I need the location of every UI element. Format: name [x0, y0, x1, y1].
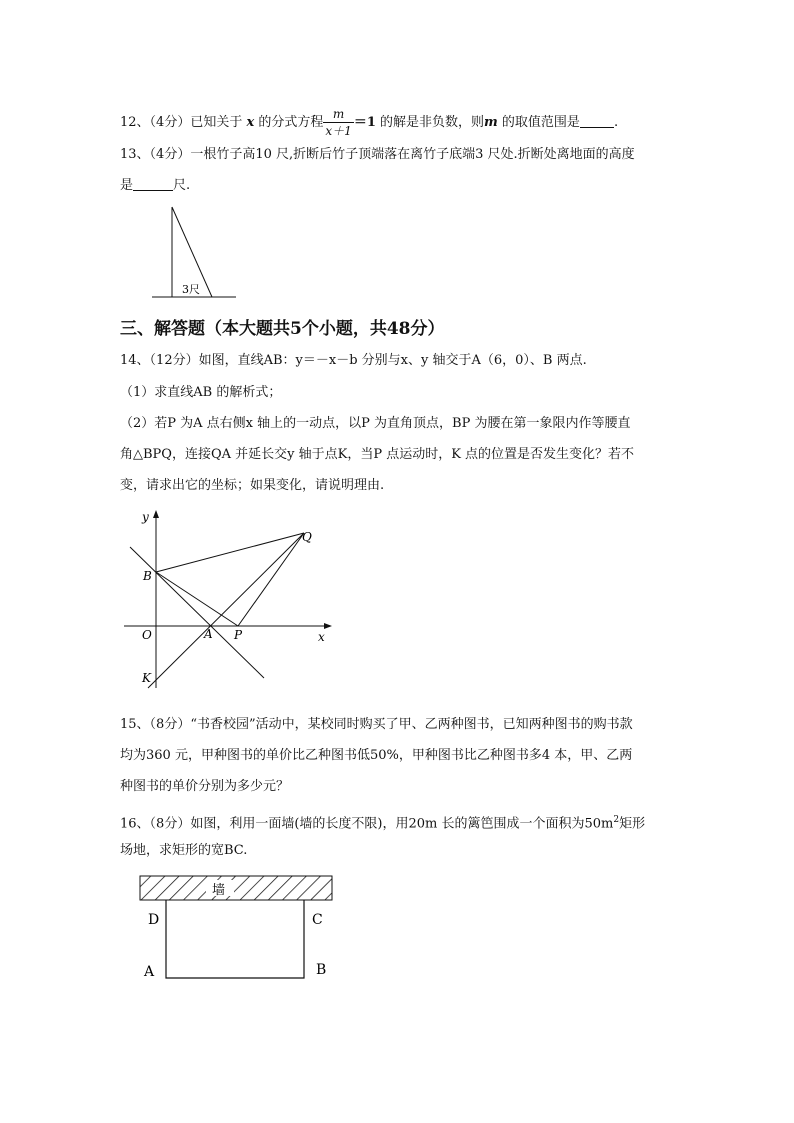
q15-points: （8分）	[149, 717, 191, 732]
q13-bamboo-figure	[148, 202, 240, 302]
q14-text-line1: 如图，直线AB：y＝－x－b 分别与x、y 轴交于A（6，0）、B 两点.	[198, 353, 587, 368]
q16-superscript: 2	[613, 815, 620, 825]
q15-number: 15、	[120, 717, 150, 732]
q16-text-line1-a: 如图，利用一面墙(墙的长度不限)，用20m 长的篱笆围成一个面积为50m	[190, 816, 614, 832]
q14-line1	[120, 351, 587, 371]
q13-answer-blank[interactable]	[133, 176, 173, 191]
q14-label-b: B	[143, 569, 152, 583]
q16-text-line1-b: 矩形	[619, 816, 646, 832]
q15-text-line1: “书香校园”活动中，某校同时购买了甲、乙两种图书，已知两种图书的购书款	[190, 717, 633, 732]
q12-points: （4分）	[149, 115, 191, 130]
q16-line2: 场地，求矩形的宽BC.	[120, 843, 248, 858]
q13-text-line2-b: 尺.	[173, 178, 191, 193]
q12-number: 12、	[120, 115, 150, 130]
q14-line-qk	[148, 533, 304, 688]
q12-text-c: ＝1	[353, 115, 376, 130]
q14-segment-pq	[238, 533, 304, 626]
q14-part1: （1）求直线AB 的解析式；	[120, 385, 282, 400]
q13-text-line2-a: 是	[120, 178, 134, 193]
q14-points: （12分）	[149, 353, 199, 368]
q14-x-axis-arrow	[324, 623, 332, 629]
q15-line3: 种图书的单价分别为多少元？	[120, 779, 290, 794]
q12-answer-blank[interactable]	[580, 113, 614, 128]
q16-wall	[140, 876, 332, 900]
q16-line1	[120, 810, 645, 834]
q16-label-d: D	[148, 912, 160, 928]
q16-number: 16、	[120, 816, 150, 832]
q14-label-y: y	[142, 510, 149, 524]
q13-text-line1: 一根竹子高10 尺,折断后竹子顶端落在离竹子底端3 尺处.折断处离地面的高度	[190, 147, 635, 162]
q14-label-p: P	[234, 628, 243, 642]
q14-coordinate-figure	[120, 502, 340, 692]
q16-label-a: A	[144, 964, 155, 980]
q14-label-q: Q	[302, 530, 312, 544]
q14-label-a: A	[204, 627, 213, 641]
q15-line1	[120, 715, 633, 735]
q13-points: （4分）	[149, 147, 191, 162]
q14-line-ab	[130, 547, 264, 678]
q14-label-x: x	[318, 630, 325, 644]
q14-number: 14、	[120, 353, 150, 368]
q12-var-m: m	[484, 115, 498, 130]
q12-text-a: 已知关于	[190, 115, 243, 130]
q12-end: .	[613, 115, 619, 130]
q12-text-e: 的取值范围是	[501, 115, 580, 130]
q15-line2: 均为360 元，甲种图书的单价比乙种图书低50%，甲种图书比乙种图书多4 本，甲、乙两	[120, 748, 633, 763]
q14-segment-bq	[156, 533, 304, 572]
q14-segment-bp	[156, 572, 238, 626]
q12-fraction	[323, 106, 353, 139]
q16-fence	[166, 900, 304, 978]
q14-part2-line3: 变，请求出它的坐标；如果变化，请说明理由.	[120, 478, 385, 493]
q16-label-c: C	[312, 912, 323, 928]
q16-label-b: B	[316, 962, 327, 978]
q13-line1	[120, 145, 635, 165]
q14-label-k: K	[142, 671, 151, 685]
q16-fence-figure	[130, 868, 346, 988]
q14-part2-line1: （2）若P 为A 点右侧x 轴上的一动点，以P 为直角顶点，BP 为腰在第一象限内作等腰直	[120, 416, 631, 431]
q13-number: 13、	[120, 147, 150, 162]
q12-var-x: x	[246, 115, 255, 130]
q12-text-d: 的解是非负数，则	[380, 115, 485, 130]
q12-line	[120, 106, 618, 139]
q12-frac-den: x＋1	[325, 124, 352, 138]
q14-part2-line2: 角△BPQ，连接QA 并延长交y 轴于点K，当P 点运动时，K 点的位置是否发生变化？若不	[120, 447, 635, 462]
q14-label-o: O	[142, 628, 152, 642]
q16-points: （8分）	[149, 816, 191, 832]
q16-wall-label: 墙	[212, 883, 226, 898]
q13-figure-label: 3尺	[182, 283, 200, 296]
q13-line2	[120, 176, 190, 196]
q12-text-b: 的分式方程	[258, 115, 324, 130]
q12-frac-num: m	[323, 106, 353, 123]
q14-y-axis-arrow	[153, 510, 159, 518]
section-3-title: 三、解答题（本大题共5个小题，共48分）	[120, 319, 445, 339]
